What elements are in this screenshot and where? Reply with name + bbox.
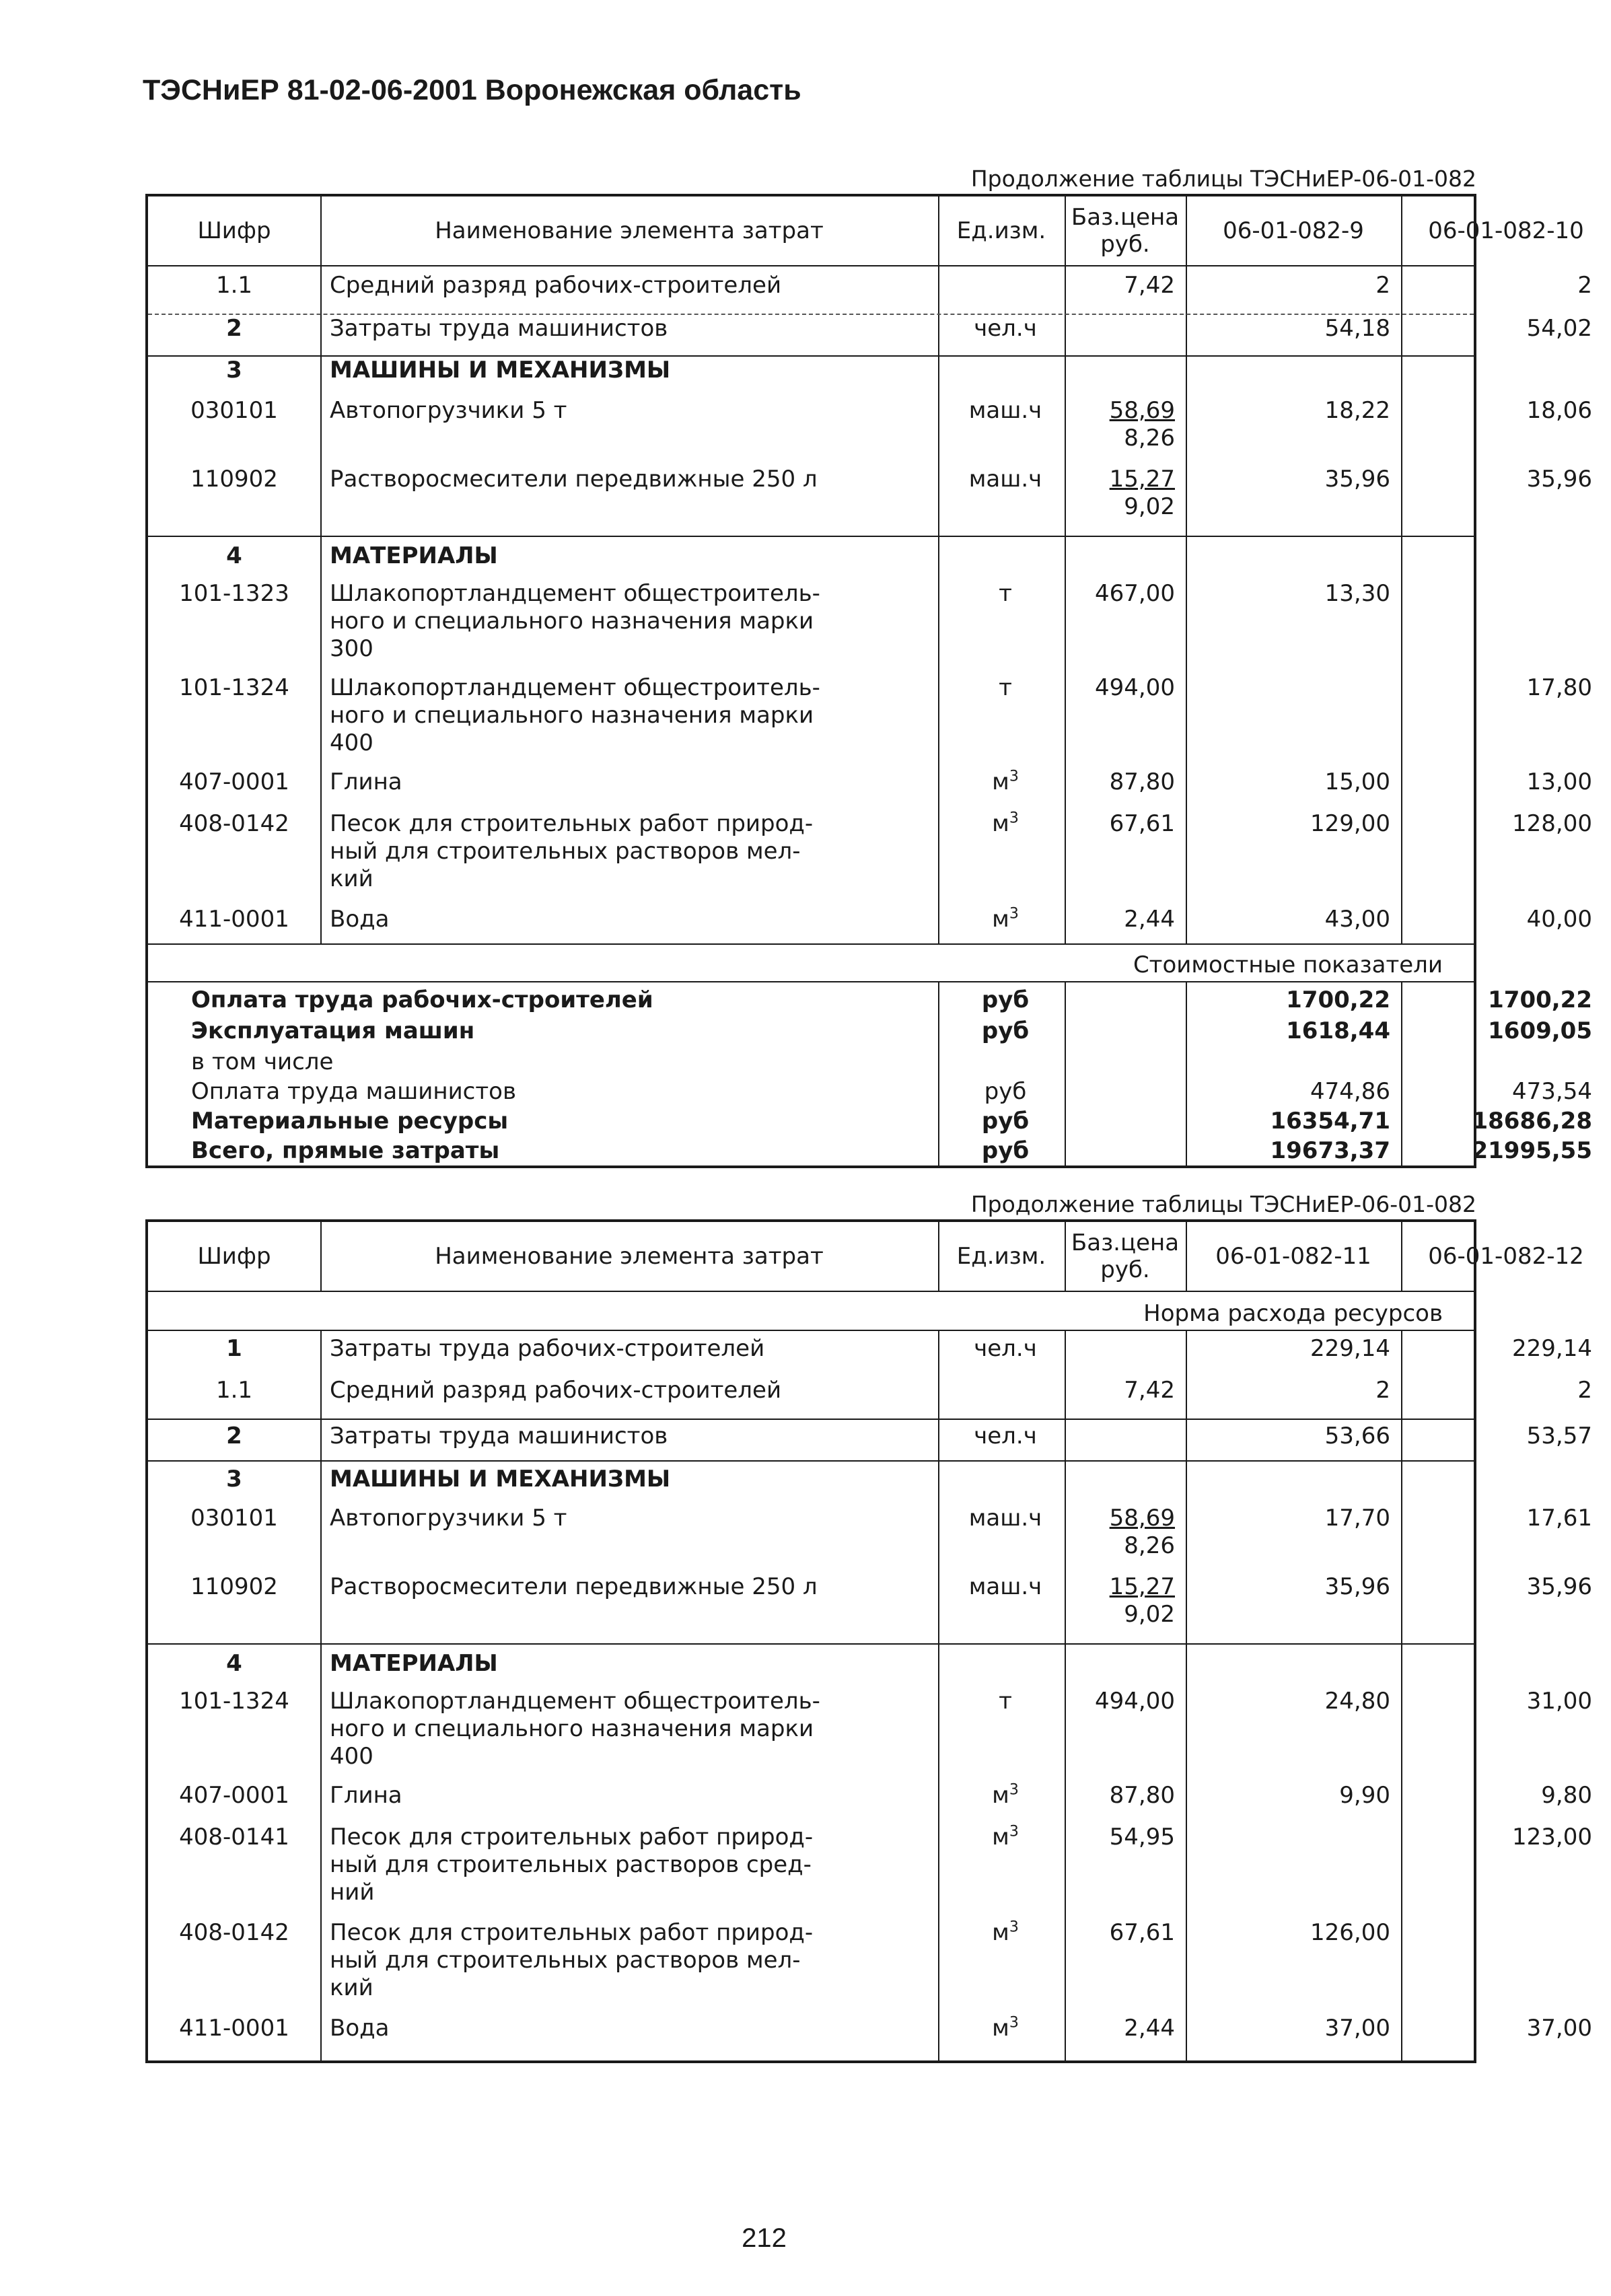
unit-base: м <box>992 810 1009 837</box>
total-unit: руб <box>981 986 1030 1013</box>
section-row <box>148 355 1474 396</box>
section-title: МАТЕРИАЛЫ <box>330 1650 498 1677</box>
row-unit <box>942 768 1069 796</box>
section-title: МАШИНЫ И МЕХАНИЗМЫ <box>330 357 671 384</box>
table-row <box>148 1419 1592 1460</box>
row-name: Средний разряд рабочих-строителей <box>330 272 782 299</box>
row-price: 7,42 <box>1124 1377 1175 1404</box>
row-price: 494,00 <box>1095 674 1175 701</box>
row-value-1: 229,14 <box>1310 1335 1390 1362</box>
row-value-1: 43,00 <box>1324 906 1390 933</box>
total-row <box>148 1137 1592 1168</box>
table-row <box>148 272 1592 311</box>
table1 <box>145 194 1592 1168</box>
row-unit: маш.ч <box>968 1505 1042 1532</box>
row-value-2: 17,61 <box>1526 1505 1592 1532</box>
total-unit: руб <box>981 1017 1030 1044</box>
row-name: Песок для строительных работ природ- ный для строительных растворов мел- кий <box>330 810 814 892</box>
price-wage: 9,02 <box>1124 493 1175 520</box>
header-unit: Ед.изм. <box>956 217 1046 244</box>
row-code: 1.1 <box>215 272 253 299</box>
row-value-2: 18,06 <box>1526 397 1592 424</box>
row-value-2: 17,80 <box>1526 674 1592 701</box>
row-value-2: 128,00 <box>1512 810 1592 837</box>
total-unit: руб <box>981 1137 1030 1164</box>
section-title: МАШИНЫ И МЕХАНИЗМЫ <box>330 1466 671 1493</box>
row-price: 494,00 <box>1095 1688 1175 1715</box>
total-value-2: 21995,55 <box>1472 1137 1592 1164</box>
row-unit: т <box>999 580 1012 607</box>
table-row <box>148 2014 1592 2055</box>
row-name: Растворосмесители передвижные 250 л <box>330 1573 818 1600</box>
row-code: 408-0142 <box>179 1919 289 1946</box>
price-wage: 8,26 <box>1124 1532 1175 1559</box>
row-name: Автопогрузчики 5 т <box>330 1505 567 1532</box>
price-wage: 9,02 <box>1124 1601 1175 1628</box>
row-value-1: 13,30 <box>1324 580 1390 607</box>
total-row <box>148 1078 1592 1109</box>
row-code: 411-0001 <box>179 906 289 933</box>
header-name: Наименование элемента затрат <box>435 217 824 244</box>
row-value-1: 129,00 <box>1310 810 1390 837</box>
row-value-1: 53,66 <box>1324 1423 1390 1449</box>
unit-base: м <box>992 1919 1009 1946</box>
unit-base: м <box>992 906 1009 933</box>
total-value-2: 1609,05 <box>1488 1017 1592 1044</box>
unit-exponent: 3 <box>1009 1781 1019 1799</box>
row-unit <box>942 1824 1069 1851</box>
header-code: Шифр <box>197 217 271 244</box>
unit-exponent: 3 <box>1009 810 1019 827</box>
row-name: Автопогрузчики 5 т <box>330 397 567 424</box>
total-value-2: 1700,22 <box>1488 986 1592 1013</box>
row-code: 1.1 <box>215 1377 253 1404</box>
row-code: 2 <box>226 1423 242 1449</box>
row-value-2: 35,96 <box>1526 1573 1592 1600</box>
total-label: Всего, прямые затраты <box>191 1137 500 1164</box>
row-name: Затраты труда машинистов <box>330 1423 668 1449</box>
total-row <box>148 986 1592 1017</box>
table2 <box>145 1219 1592 2063</box>
row-price: 87,80 <box>1109 1782 1175 1809</box>
unit-exponent: 3 <box>1009 2014 1019 2032</box>
table-row <box>148 466 1592 534</box>
total-value-2: 473,54 <box>1512 1078 1592 1105</box>
row-code: 110902 <box>190 466 278 493</box>
table-row <box>148 1688 1592 1778</box>
row-unit: чел.ч <box>974 315 1037 342</box>
unit-base: м <box>992 1824 1009 1851</box>
row-value-2: 31,00 <box>1526 1688 1592 1715</box>
total-label: Оплата труда рабочих-строителей <box>191 986 653 1013</box>
row-code: 4 <box>226 1650 242 1677</box>
row-code: 030101 <box>190 397 278 424</box>
header-unit: Ед.изм. <box>956 1243 1046 1270</box>
row-value-2: 37,00 <box>1526 2015 1592 2042</box>
row-value-2: 2 <box>1577 1377 1592 1404</box>
row-code: 407-0001 <box>179 1782 289 1809</box>
row-price: 87,80 <box>1109 768 1175 795</box>
price-main: 58,69 <box>1109 1505 1175 1532</box>
table-row <box>148 1823 1592 1915</box>
total-label: в том числе <box>191 1048 334 1075</box>
unit-base: м <box>992 2015 1009 2042</box>
table2-header <box>148 1222 1584 1292</box>
row-value-2: 35,96 <box>1526 466 1592 493</box>
row-name: Растворосмесители передвижные 250 л <box>330 466 818 493</box>
row-code: 110902 <box>190 1573 278 1600</box>
table-row <box>148 580 1474 670</box>
row-name: Средний разряд рабочих-строителей <box>330 1377 782 1404</box>
row-code: 3 <box>226 1466 242 1493</box>
row-name: Глина <box>330 1782 402 1809</box>
row-unit: чел.ч <box>974 1335 1037 1362</box>
row-value-2: 229,14 <box>1512 1335 1592 1362</box>
row-value-2: 54,02 <box>1526 315 1592 342</box>
row-code: 407-0001 <box>179 768 289 795</box>
section-label: Норма расхода ресурсов <box>1143 1300 1443 1327</box>
row-code: 101-1324 <box>179 1688 289 1715</box>
row-unit <box>942 906 1069 933</box>
row-code: 3 <box>226 357 242 384</box>
row-code: 101-1323 <box>179 580 289 607</box>
row-unit: маш.ч <box>968 466 1042 493</box>
table-row <box>148 1377 1592 1416</box>
total-value-1: 19673,37 <box>1270 1137 1390 1164</box>
header-col2: 06-01-082-12 <box>1428 1243 1584 1270</box>
row-price <box>1069 397 1190 452</box>
row-name: Песок для строительных работ природ- ный для строительных растворов сред- ний <box>330 1824 814 1906</box>
row-value-1: 15,00 <box>1324 768 1390 795</box>
row-name: Вода <box>330 906 390 933</box>
row-value-2: 53,57 <box>1526 1423 1592 1449</box>
row-code: 411-0001 <box>179 2015 289 2042</box>
table-row <box>148 1335 1592 1374</box>
total-value-1: 474,86 <box>1310 1078 1390 1105</box>
header-code: Шифр <box>197 1243 271 1270</box>
unit-exponent: 3 <box>1009 905 1019 923</box>
table2-caption: Продолжение таблицы ТЭСНиЕР-06-01-082 <box>970 1191 1476 1217</box>
row-name: Шлакопортландцемент общестроитель- ного и специального назначения марки 300 <box>330 580 820 662</box>
row-name: Шлакопортландцемент общестроитель- ного и специального назначения марки 400 <box>330 674 820 756</box>
row-value-1: 17,70 <box>1324 1505 1390 1532</box>
row-unit <box>942 1919 1069 1947</box>
total-row <box>148 1108 1592 1139</box>
row-unit <box>942 2015 1069 2042</box>
price-main: 15,27 <box>1109 466 1175 493</box>
price-main: 58,69 <box>1109 397 1175 424</box>
row-price <box>1069 1573 1190 1628</box>
row-unit: маш.ч <box>968 1573 1042 1600</box>
row-code: 2 <box>226 315 242 342</box>
row-code: 030101 <box>190 1505 278 1532</box>
row-value-1: 126,00 <box>1310 1919 1390 1946</box>
table-row <box>148 1505 1592 1572</box>
total-value-2: 18686,28 <box>1472 1108 1592 1135</box>
row-value-1: 24,80 <box>1324 1688 1390 1715</box>
row-price: 7,42 <box>1124 272 1175 299</box>
unit-base: м <box>992 1782 1009 1809</box>
row-name: Песок для строительных работ природ- ный для строительных растворов мел- кий <box>330 1919 814 2001</box>
total-label: Оплата труда машинистов <box>191 1078 517 1105</box>
page-number: 212 <box>742 2223 787 2253</box>
row-value-1: 2 <box>1375 1377 1390 1404</box>
unit-base: м <box>992 768 1009 795</box>
price-wage: 8,26 <box>1124 425 1175 452</box>
table-row <box>148 768 1592 809</box>
section-row <box>148 1643 1474 1684</box>
table-row <box>148 810 1592 902</box>
table-row <box>148 674 1592 764</box>
total-value-1: 1618,44 <box>1286 1017 1390 1044</box>
row-unit: т <box>999 674 1012 701</box>
unit-exponent: 3 <box>1009 1823 1019 1840</box>
row-value-1: 35,96 <box>1324 1573 1390 1600</box>
row-price: 54,95 <box>1109 1824 1175 1851</box>
total-row <box>148 1048 1474 1079</box>
section-label-row <box>148 943 1474 982</box>
section-label-row <box>148 1292 1474 1331</box>
header-name: Наименование элемента затрат <box>435 1243 824 1270</box>
row-unit: т <box>999 1688 1012 1715</box>
row-code: 101-1324 <box>179 674 289 701</box>
row-unit <box>942 810 1069 838</box>
row-price <box>1069 1505 1190 1560</box>
header-price: Баз.цена руб. <box>1071 1229 1180 1283</box>
row-value-1: 37,00 <box>1324 2015 1390 2042</box>
row-value-2: 123,00 <box>1512 1824 1592 1851</box>
table-row <box>148 1781 1592 1822</box>
total-value-1: 16354,71 <box>1270 1108 1390 1135</box>
row-price: 67,61 <box>1109 810 1175 837</box>
row-name: Вода <box>330 2015 390 2042</box>
header-col2: 06-01-082-10 <box>1428 217 1584 244</box>
row-value-2: 2 <box>1577 272 1592 299</box>
section-label: Стоимостные показатели <box>1133 952 1443 978</box>
row-code: 4 <box>226 542 242 569</box>
row-code: 408-0142 <box>179 810 289 837</box>
total-row <box>148 1017 1592 1048</box>
table-row <box>148 1919 1474 2011</box>
table1-caption: Продолжение таблицы ТЭСНиЕР-06-01-082 <box>970 166 1476 192</box>
table-row <box>148 314 1592 354</box>
table-row <box>148 1573 1592 1642</box>
row-unit: чел.ч <box>974 1423 1037 1449</box>
section-row <box>148 1460 1474 1501</box>
row-name: Затраты труда машинистов <box>330 315 668 342</box>
row-unit <box>942 1782 1069 1809</box>
total-unit: руб <box>984 1078 1027 1105</box>
total-label: Эксплуатация машин <box>191 1017 475 1044</box>
row-name: Глина <box>330 768 402 795</box>
price-main: 15,27 <box>1109 1573 1175 1600</box>
row-price: 467,00 <box>1095 580 1175 607</box>
header-price: Баз.цена руб. <box>1071 204 1180 258</box>
row-name: Затраты труда рабочих-строителей <box>330 1335 765 1362</box>
row-value-2: 13,00 <box>1526 768 1592 795</box>
table-row <box>148 397 1592 464</box>
row-value-2: 40,00 <box>1526 906 1592 933</box>
row-value-1: 54,18 <box>1324 315 1390 342</box>
total-label: Материальные ресурсы <box>191 1108 509 1135</box>
row-price: 67,61 <box>1109 1919 1175 1946</box>
total-value-1: 1700,22 <box>1286 986 1390 1013</box>
table1-header <box>148 196 1584 266</box>
row-value-1: 2 <box>1375 272 1390 299</box>
row-price: 2,44 <box>1124 906 1175 933</box>
table-row <box>148 905 1592 943</box>
total-unit: руб <box>981 1108 1030 1135</box>
unit-exponent: 3 <box>1009 768 1019 785</box>
header-col1: 06-01-082-9 <box>1223 217 1364 244</box>
document-title: ТЭСНиЕР 81-02-06-2001 Воронежская область <box>143 74 801 106</box>
row-code: 408-0141 <box>179 1824 289 1851</box>
row-unit: маш.ч <box>968 397 1042 424</box>
unit-exponent: 3 <box>1009 1918 1019 1936</box>
section-title: МАТЕРИАЛЫ <box>330 542 498 569</box>
header-col1: 06-01-082-11 <box>1215 1243 1371 1270</box>
row-name: Шлакопортландцемент общестроитель- ного и специального назначения марки 400 <box>330 1688 820 1770</box>
row-code: 1 <box>226 1335 242 1362</box>
section-row <box>148 536 1474 576</box>
row-price <box>1069 466 1190 521</box>
row-value-1: 35,96 <box>1324 466 1390 493</box>
row-price: 2,44 <box>1124 2015 1175 2042</box>
row-value-2: 9,80 <box>1541 1782 1592 1809</box>
row-value-1: 18,22 <box>1324 397 1390 424</box>
row-value-1: 9,90 <box>1339 1782 1390 1809</box>
